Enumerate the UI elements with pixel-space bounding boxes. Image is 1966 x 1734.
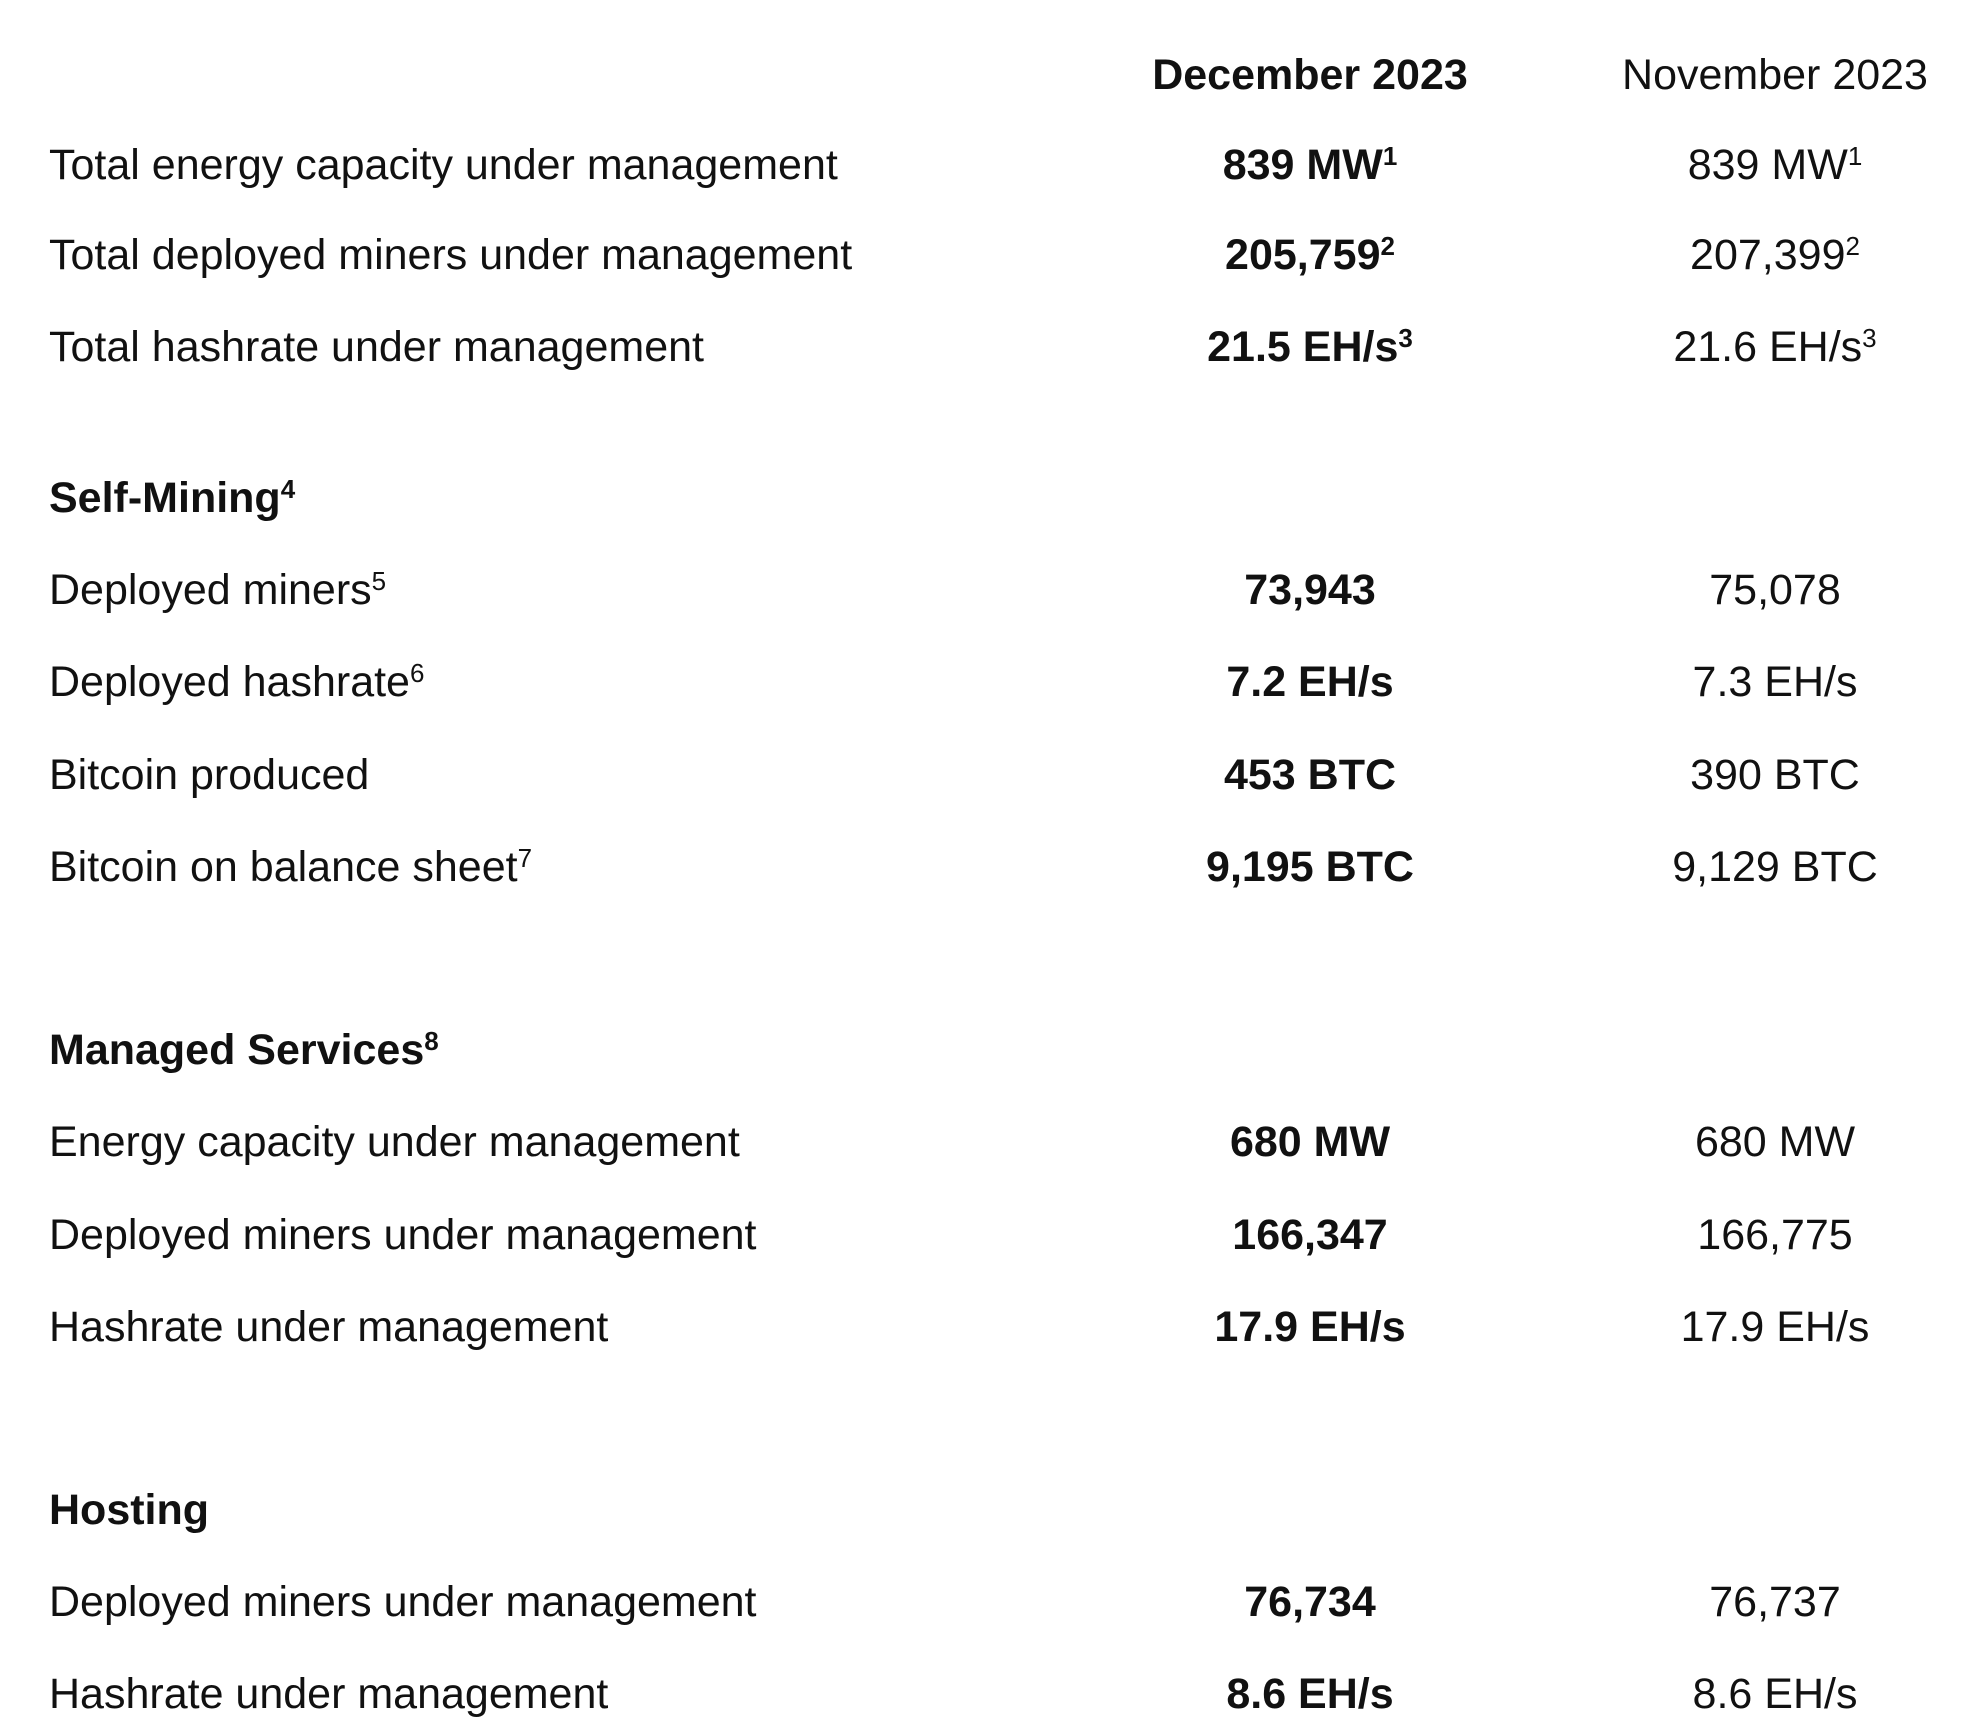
previous-value: 166,775	[1697, 1211, 1853, 1259]
current-value: 205,759$^2$	[1225, 231, 1395, 279]
row-label: Deployed miners under management	[49, 1578, 757, 1626]
current-value: 680 MW	[1229, 1118, 1391, 1166]
table-row	[0, 130, 1966, 200]
previous-value: 76,737	[1709, 1578, 1841, 1626]
footnote-marker: 4	[280, 474, 296, 504]
current-value: 17.9 EH/s	[1214, 1303, 1406, 1351]
previous-value: 7.3 EH/s	[1692, 658, 1858, 706]
footnote-marker: 3	[1398, 323, 1413, 353]
current-value: 453 BTC	[1223, 751, 1397, 799]
table-row	[0, 1659, 1966, 1729]
table-row	[0, 220, 1966, 290]
table-row	[0, 1200, 1966, 1270]
footnote-marker: 1	[1382, 141, 1398, 171]
row-label: Deployed hashrate$^6$	[49, 658, 425, 706]
column-header-current: December 2023	[1152, 51, 1468, 99]
current-value: 166,347	[1232, 1211, 1388, 1259]
table-row	[0, 647, 1966, 717]
footnote-marker: 5	[371, 566, 387, 596]
row-label: Energy capacity under management	[49, 1118, 740, 1166]
section-title: Hosting	[49, 1486, 210, 1534]
current-value: 76,734	[1244, 1578, 1376, 1626]
previous-value: 17.9 EH/s	[1680, 1303, 1870, 1351]
row-label: Hashrate under management	[49, 1670, 609, 1718]
section-header-self-mining	[0, 463, 1966, 533]
footnote-marker: 1	[1847, 141, 1863, 171]
current-value: 73,943	[1244, 566, 1376, 614]
table-row	[0, 555, 1966, 625]
column-header-previous: November 2023	[1622, 51, 1928, 99]
previous-value: 839 $MW^1$	[1687, 141, 1863, 189]
row-label: Hashrate under management	[49, 1303, 609, 1351]
table-row	[0, 1292, 1966, 1362]
previous-value: 75,078	[1709, 566, 1841, 614]
table-row	[0, 1567, 1966, 1637]
table-row	[0, 740, 1966, 810]
previous-value: 8.6 EH/s	[1692, 1670, 1858, 1718]
section-title: Self-Mining$^4$	[49, 474, 296, 522]
row-label: Bitcoin produced	[49, 751, 370, 799]
previous-value: 680 MW	[1694, 1118, 1856, 1166]
row-label: Total hashrate under management	[49, 323, 704, 371]
previous-value: 9,129 BTC	[1672, 843, 1878, 891]
footnote-marker: 2	[1845, 231, 1860, 261]
footnote-marker: 3	[1862, 323, 1877, 353]
row-label: Total deployed miners under management	[49, 231, 853, 279]
previous-value: 21.6 $EH/s^3$	[1673, 323, 1877, 371]
table-row	[0, 312, 1966, 382]
footnote-marker: 6	[409, 658, 425, 688]
previous-value: 390 BTC	[1690, 751, 1860, 799]
section-header-hosting	[0, 1475, 1966, 1545]
table-row	[0, 1107, 1966, 1177]
row-label: Bitcoin on balance sheet$^7$	[49, 843, 533, 891]
row-label: Deployed miners$^5$	[49, 566, 387, 614]
section-header-managed-services	[0, 1015, 1966, 1085]
current-value: 9,195 BTC	[1206, 843, 1414, 891]
previous-value: 207,399$^2$	[1690, 231, 1860, 279]
row-label: Deployed miners under management	[49, 1211, 757, 1259]
table-row	[0, 832, 1966, 902]
current-value: 839 $MW^1$	[1222, 141, 1398, 189]
current-value: 21.5 $EH/s^3$	[1207, 323, 1413, 371]
current-value: 8.6 EH/s	[1226, 1670, 1394, 1718]
section-title: Managed Services$^8$	[49, 1026, 439, 1074]
column-header-row	[0, 40, 1966, 110]
current-value: 7.2 EH/s	[1226, 658, 1394, 706]
row-label: Total energy capacity under management	[49, 141, 838, 189]
footnote-marker: 8	[424, 1026, 439, 1056]
footnote-marker: 2	[1380, 231, 1395, 261]
footnote-marker: 7	[517, 843, 533, 873]
